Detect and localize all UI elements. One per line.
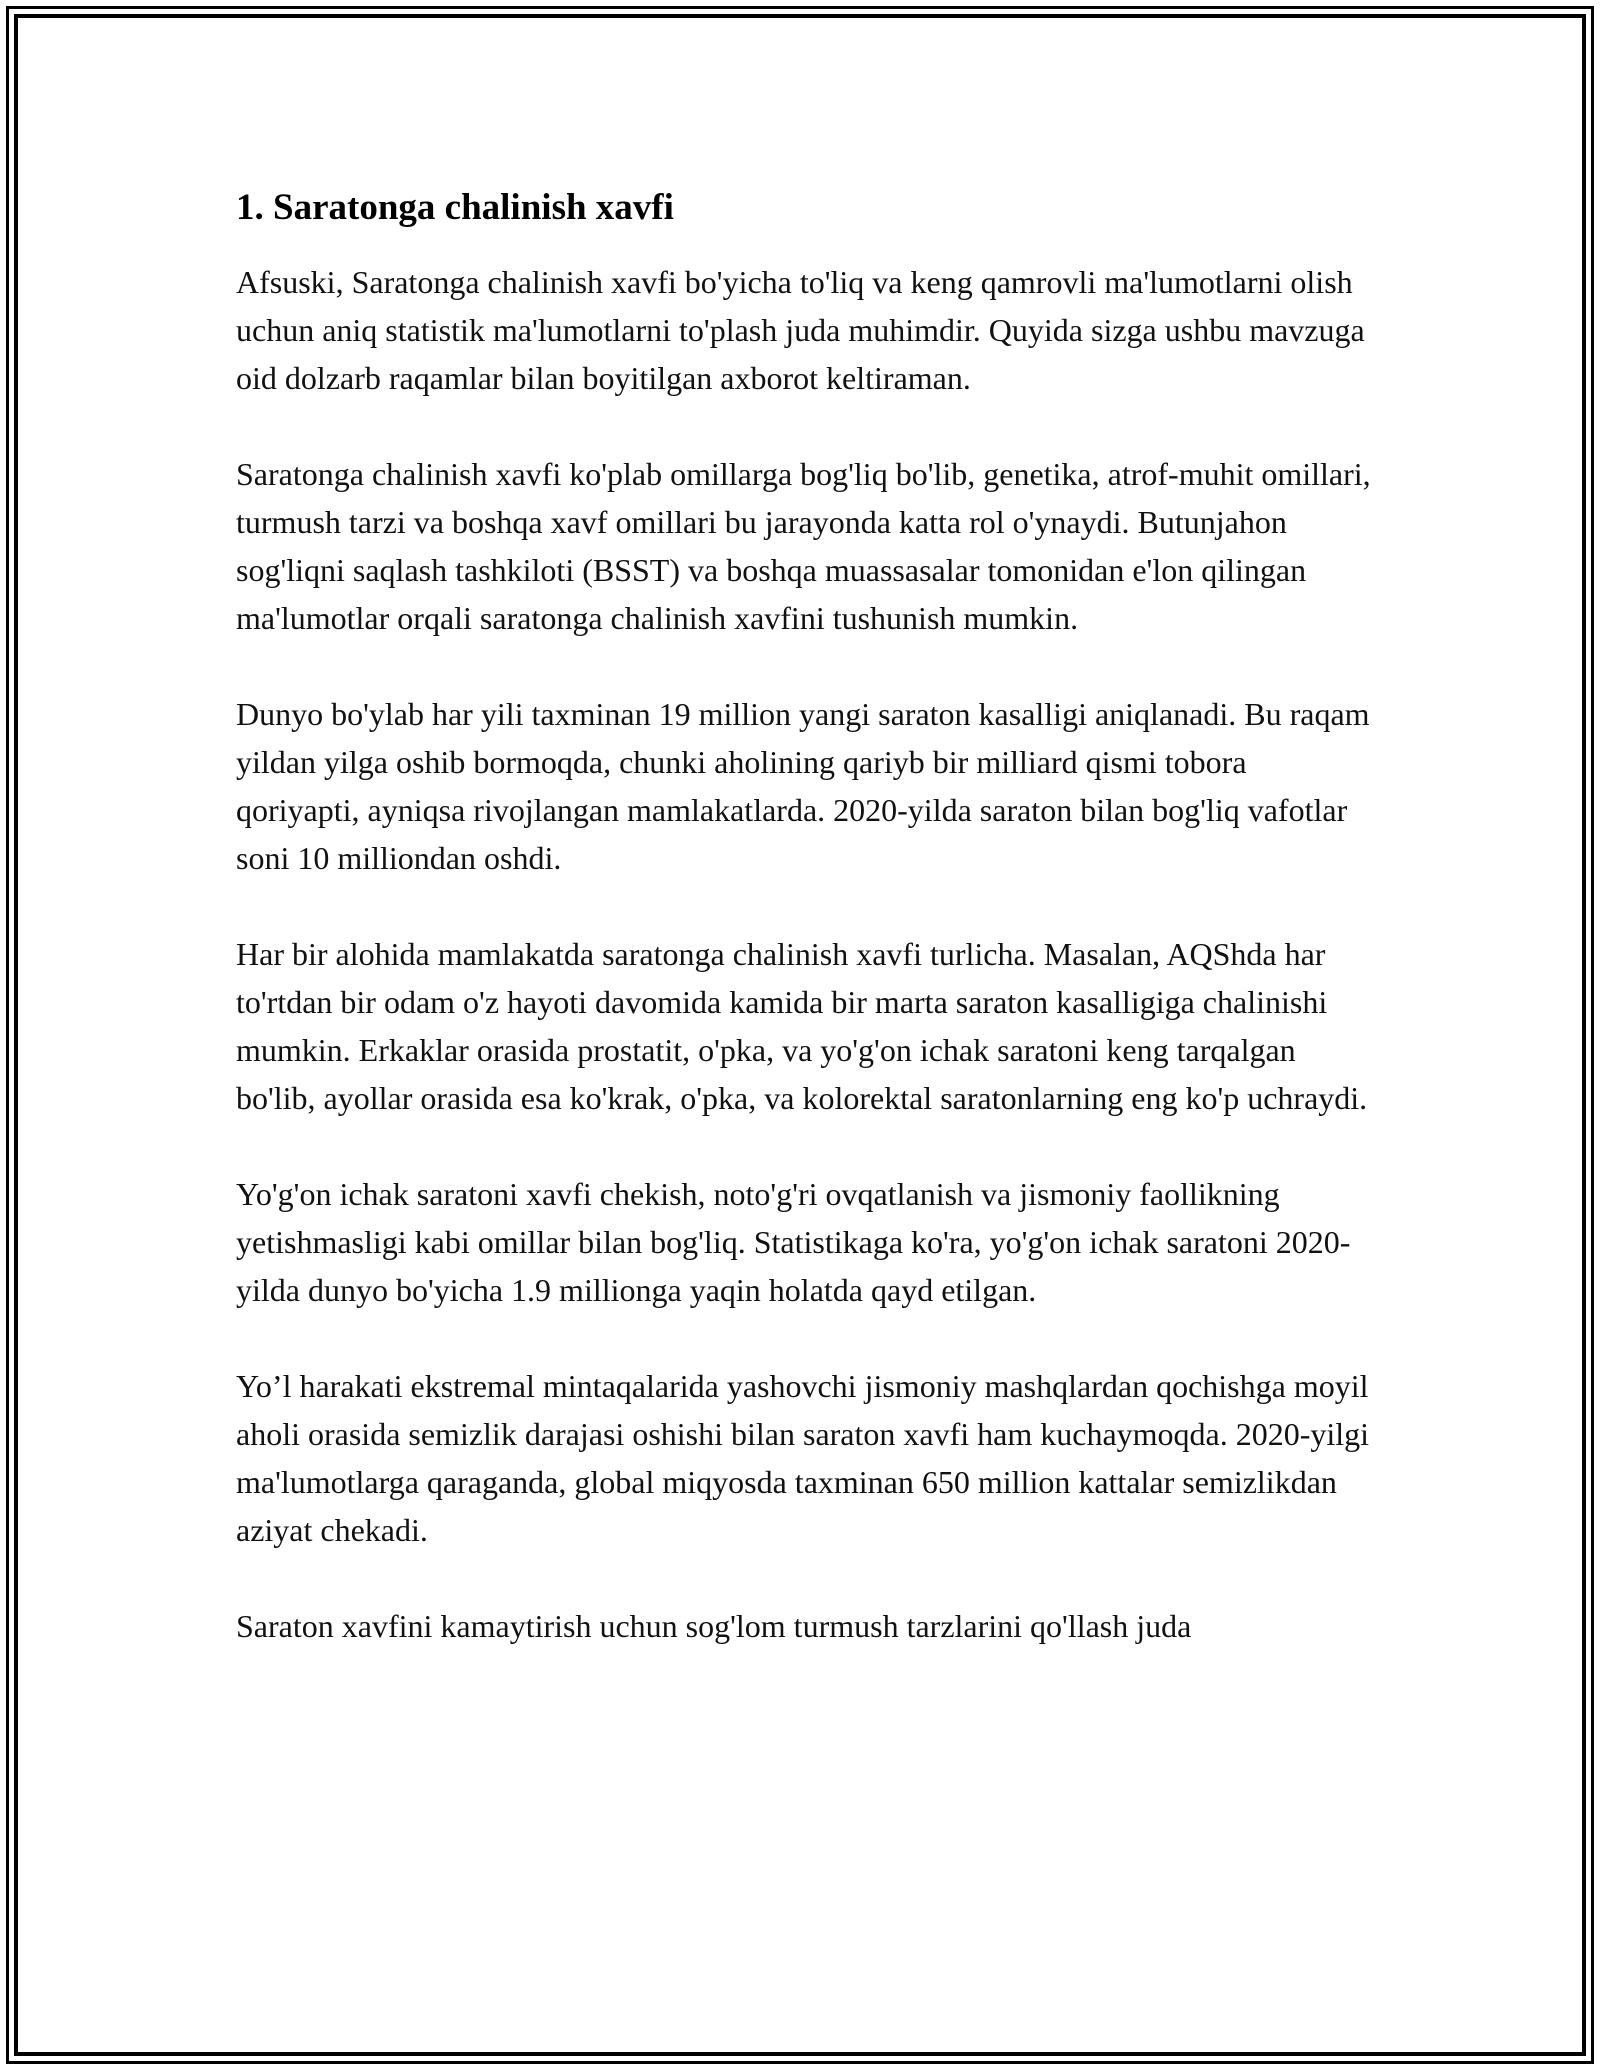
paragraph-prevention: Saraton xavfini kamaytirish uchun sog'lom turmush tarzlarini qo'llash juda bbox=[236, 1608, 1192, 1645]
section-heading: 1. Saratonga chalinish xavfi bbox=[236, 187, 674, 228]
paragraph-risk-factors: Saratonga chalinish xavfi ko'plab omillarga bog'liq bo'lib, genetika, atrof-muhit omillari, turmush tarzi va boshqa xavf omillari bu jarayonda katta rol o'ynaydi. Butunjahon sog'liqni saqlash tashkiloti (BSST) va boshqa muassasalar tomonidan e'lon qilingan ma'lumotlar orqali saratonga chalinish xavfini tushunish mumkin. bbox=[236, 456, 1371, 637]
paragraph-global-statistics: Dunyo bo'ylab har yili taxminan 19 million yangi saraton kasalligi aniqlanadi. Bu raqam yildan yilga oshib bormoqda, chunki aholining qariyb bir milliard qismi tobora qoriyapti, ayniqsa rivojlangan mamlakatlarda. 2020-yilda saraton bilan bog'liq vafotlar soni 10 milliondan oshdi. bbox=[236, 696, 1370, 877]
paragraph-obesity: Yo’l harakati ekstremal mintaqalarida yashovchi jismoniy mashqlardan qochishga moyil aholi orasida semizlik darajasi oshishi bilan saraton xavfi ham kuchaymoqda. 2020-yilgi ma'lumotlarga qaraganda, global miqyosda taxminan 650 million kattalar semizlikdan aziyat chekadi. bbox=[236, 1368, 1370, 1549]
paragraph-colon-cancer: Yo'g'on ichak saratoni xavfi chekish, noto'g'ri ovqatlanish va jismoniy faollikning yetishmasligi kabi omillar bilan bog'liq. Statistikaga ko'ra, yo'g'on ichak saratoni 2020-yilda dunyo bo'yicha 1.9 millionga yaqin holatda qayd etilgan. bbox=[236, 1176, 1351, 1309]
paragraph-intro: Afsuski, Saratonga chalinish xavfi bo'yicha to'liq va keng qamrovli ma'lumotlarni olish uchun aniq statistik ma'lumotlarni to'plash juda muhimdir. Quyida sizga ushbu mavzuga oid dolzarb raqamlar bilan boyitilgan axborot keltiraman. bbox=[236, 264, 1365, 397]
paragraph-country-differences: Har bir alohida mamlakatda saratonga chalinish xavfi turlicha. Masalan, AQShda har to'rtdan bir odam o'z hayoti davomida kamida bir marta saraton kasalligiga chalinishi mumkin. Erkaklar orasida prostatit, o'pka, va yo'g'on ichak saratoni keng tarqalgan bo'lib, ayollar orasida esa ko'krak, o'pka, va kolorektal saratonlarning eng ko'p uchraydi. bbox=[236, 936, 1368, 1117]
document-body bbox=[236, 186, 1376, 1650]
